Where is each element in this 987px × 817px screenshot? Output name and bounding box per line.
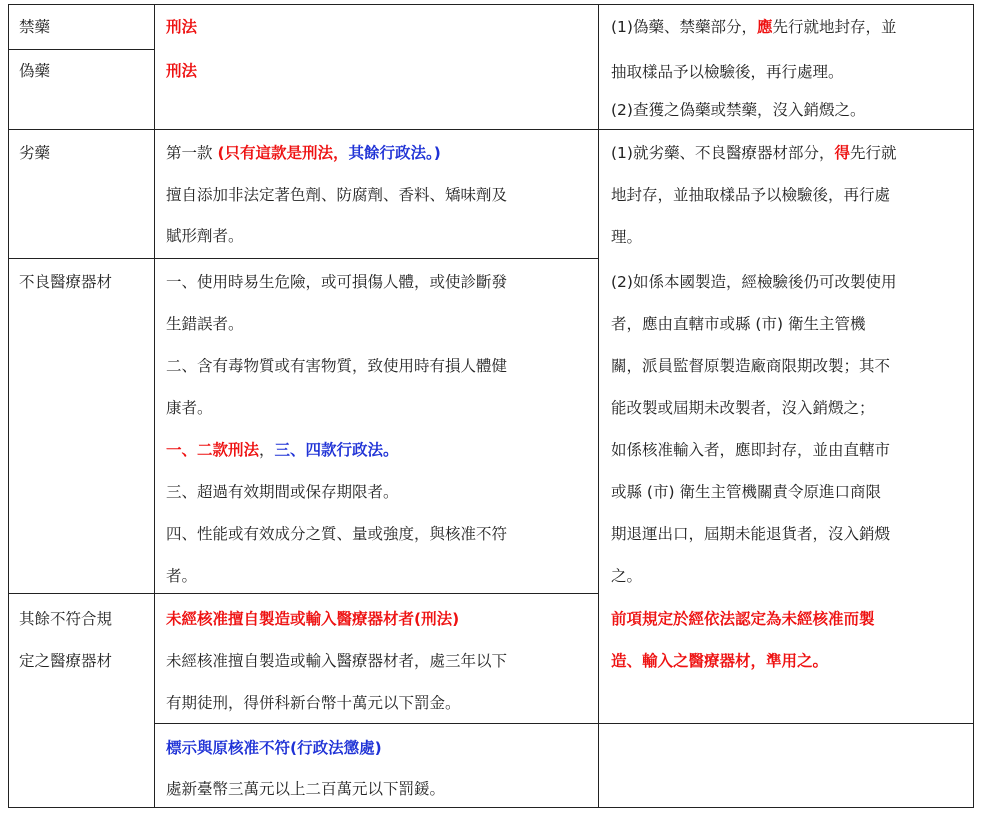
lie-yao-line-3: 賦形劑者。 xyxy=(166,227,244,245)
right-top-line-2: 抽取樣品予以檢驗後，再行處理。 xyxy=(611,63,844,81)
right-bottom-line-5: 者，應由直轄市或縣 (市) 衛生主管機 xyxy=(611,315,866,333)
bu-liang-line-4: 康者。 xyxy=(166,399,213,417)
law-type-wei-yao: 刑法 xyxy=(166,62,198,80)
qi-yu-line-1: 未經核准擅自製造或輸入醫療器材者(刑法) xyxy=(166,610,460,628)
table-border-left xyxy=(8,4,9,808)
row-label-wei-yao: 偽藥 xyxy=(19,62,51,80)
table-border-bottom xyxy=(8,807,974,808)
right-bottom-line-11: 之。 xyxy=(611,567,643,585)
emphasis-span: (只有這款是刑法 xyxy=(217,144,334,162)
right-bottom-line-3: 理。 xyxy=(611,228,643,246)
right-bottom-line-4: (2)如係本國製造，經檢驗後仍可改製使用 xyxy=(611,273,897,291)
text-span: 第一款 xyxy=(166,144,218,162)
text-span: ， xyxy=(259,441,275,459)
row-divider xyxy=(8,129,974,130)
row-divider xyxy=(8,258,598,259)
bu-liang-line-1: 一、使用時易生危險，或可損傷人體，或使診斷發 xyxy=(166,273,508,291)
right-bottom-line-9: 或縣 (市) 衛生主管機關責令原進口商限 xyxy=(611,483,881,501)
row-label-lie-yao: 劣藥 xyxy=(19,144,51,162)
row-divider xyxy=(154,723,974,724)
lie-yao-line-2: 擅自添加非法定著色劑、防腐劑、香料、矯味劑及 xyxy=(166,186,508,204)
qi-yu-line-3: 有期徒刑，得併科新台幣十萬元以下罰金。 xyxy=(166,694,461,712)
table-border-top xyxy=(8,4,974,5)
drug-law-table xyxy=(8,4,974,808)
emphasis-span: 三、四款行政法。 xyxy=(274,441,399,459)
row-label-jin-yao: 禁藥 xyxy=(19,18,51,36)
table-border-right xyxy=(973,4,974,808)
row-label-qi-yu-2: 定之醫療器材 xyxy=(19,652,113,670)
bu-liang-line-5 xyxy=(166,440,399,460)
row-divider xyxy=(8,49,154,50)
emphasis-span: 其餘行政法。) xyxy=(348,144,441,162)
right-bottom-line-2: 地封存，並抽取樣品予以檢驗後，再行處 xyxy=(611,186,891,204)
emphasis-span: ， xyxy=(333,144,349,162)
qi-yu-line-2: 未經核准擅自製造或輸入醫療器材者，處三年以下 xyxy=(166,652,508,670)
biao-shi-line-2: 處新臺幣三萬元以上二百萬元以下罰鍰。 xyxy=(166,780,446,798)
biao-shi-line-1: 標示與原核准不符(行政法懲處) xyxy=(166,739,382,757)
row-divider xyxy=(8,593,598,594)
text-span: (1)偽藥、禁藥部分， xyxy=(611,18,757,36)
right-bottom-line-8: 如係核准輸入者，應即封存，並由直轄市 xyxy=(611,441,891,459)
row-label-bu-liang: 不良醫療器材 xyxy=(19,273,113,291)
text-span: 先行就地封存，並 xyxy=(772,18,897,36)
lie-yao-line-1 xyxy=(166,143,441,163)
emphasis-span: 得 xyxy=(834,144,850,162)
right-bottom-line-1 xyxy=(611,143,897,163)
emphasis-span: 應 xyxy=(756,18,773,36)
bu-liang-line-6: 三、超過有效期間或保存期限者。 xyxy=(166,483,399,501)
bu-liang-line-7: 四、性能或有效成分之質、量或強度，與核准不符 xyxy=(166,525,508,543)
right-bottom-line-12: 前項規定於經依法認定為未經核准而製 xyxy=(611,610,875,628)
column-divider-2 xyxy=(598,4,599,808)
column-divider-1 xyxy=(154,4,155,808)
right-bottom-line-13: 造、輸入之醫療器材，準用之。 xyxy=(611,652,829,670)
bu-liang-line-3: 二、含有毒物質或有害物質，致使用時有損人體健 xyxy=(166,357,508,375)
right-top-line-3: (2)查獲之偽藥或禁藥，沒入銷燬之。 xyxy=(611,101,866,119)
text-span: 先行就 xyxy=(849,144,897,162)
bu-liang-line-2: 生錯誤者。 xyxy=(166,315,244,333)
text-span: (1)就劣藥、不良醫療器材部分， xyxy=(611,144,835,162)
right-bottom-line-6: 關，派員監督原製造廠商限期改製；其不 xyxy=(611,357,891,375)
bu-liang-line-8: 者。 xyxy=(166,567,198,585)
row-label-qi-yu-1: 其餘不符合規 xyxy=(19,610,113,628)
law-type-jin-yao: 刑法 xyxy=(166,18,198,36)
right-top-line-1 xyxy=(611,17,897,37)
emphasis-span: 一、二款刑法 xyxy=(166,441,260,459)
right-bottom-line-10: 期退運出口，屆期未能退貨者，沒入銷燬 xyxy=(611,525,891,543)
right-bottom-line-7: 能改製或屆期未改製者，沒入銷燬之； xyxy=(611,399,875,417)
